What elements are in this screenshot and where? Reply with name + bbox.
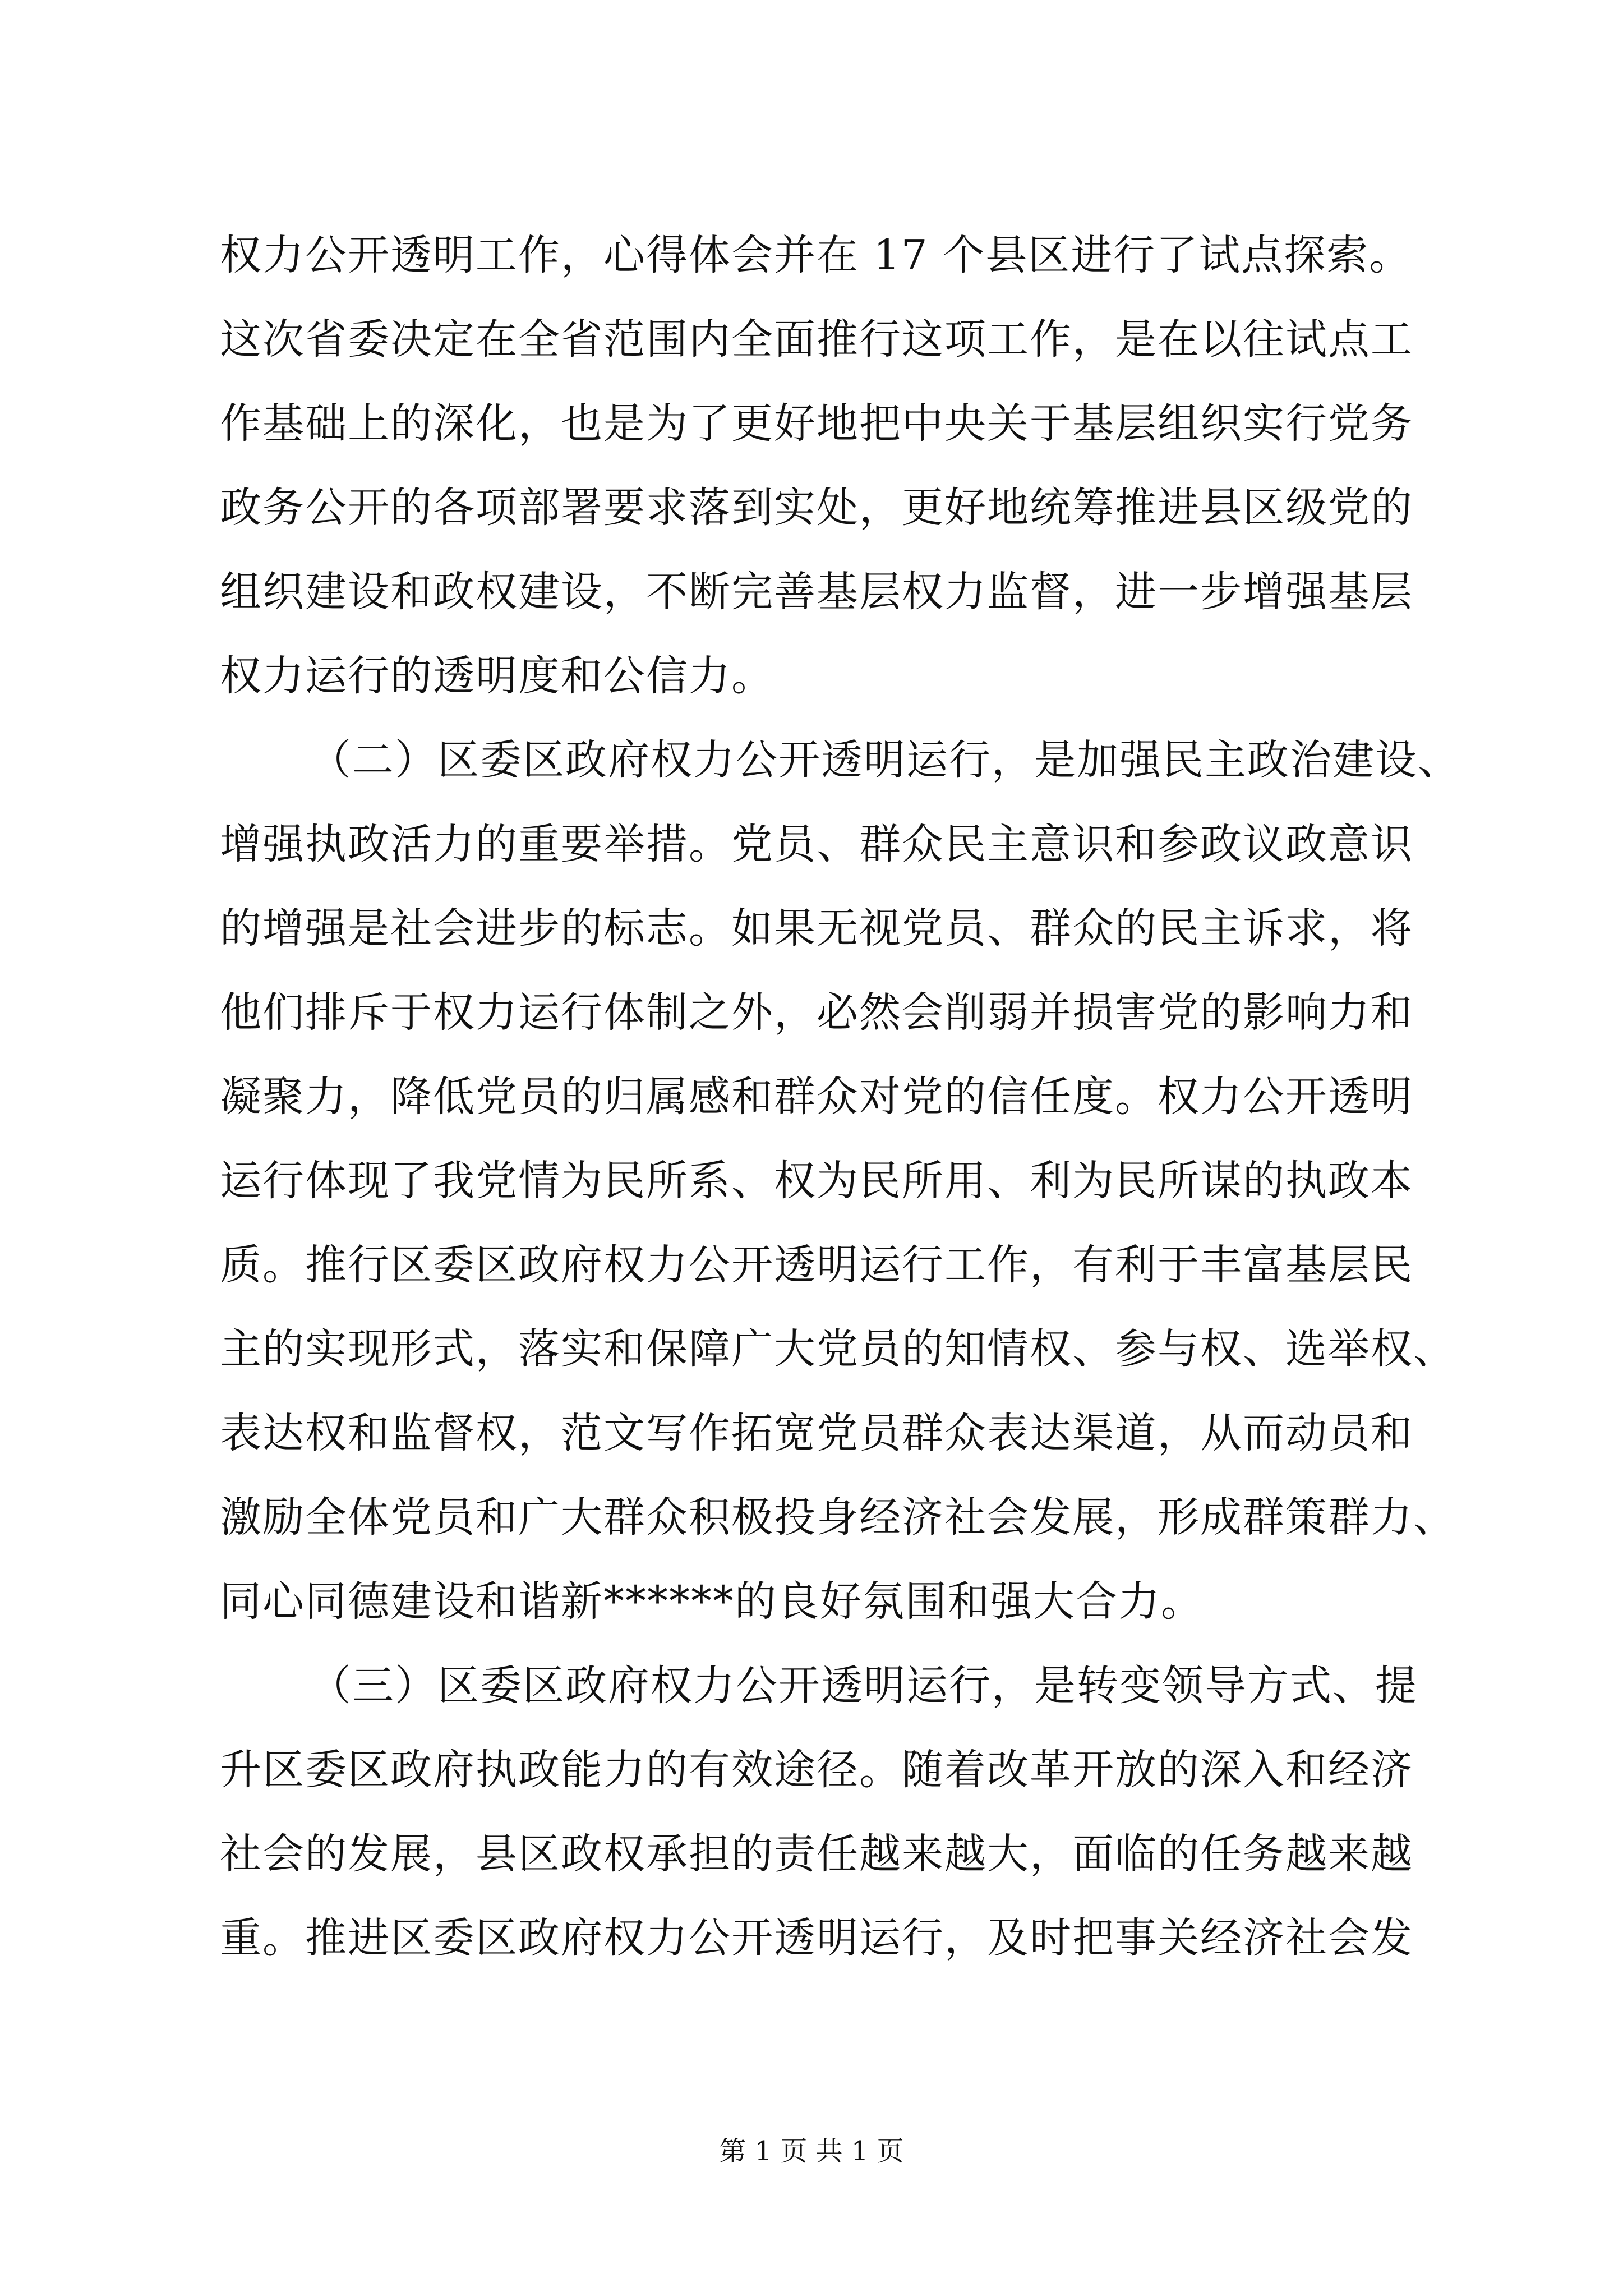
text-line: 凝聚力，降低党员的归属感和群众对党的信任度。权力公开透明: [220, 1073, 1413, 1121]
text-line: 增强执政活力的重要举措。党员、群众民主意识和参政议政意识: [220, 820, 1413, 868]
text-line: 主的实现形式，落实和保障广大党员的知情权、参与权、选举权、: [220, 1325, 1456, 1373]
text-line: 升区委区政府执政能力的有效途径。随着改革开放的深入和经济: [220, 1746, 1413, 1794]
text-line: 作基础上的深化，也是为了更好地把中央关于基层组织实行党务: [220, 399, 1413, 448]
text-line: 表达权和监督权，范文写作拓宽党员群众表达渠道，从而动员和: [220, 1409, 1413, 1457]
text-line: 运行体现了我党情为民所系、权为民所用、利为民所谋的执政本: [220, 1157, 1413, 1205]
text-line: 同心同德建设和谐新******的良好氛围和强大合力。: [220, 1577, 1204, 1626]
text-line: 的增强是社会进步的标志。如果无视党员、群众的民主诉求，将: [220, 904, 1413, 953]
text-line: 质。推行区委区政府权力公开透明运行工作，有利于丰富基层民: [220, 1241, 1413, 1289]
text-line: 这次省委决定在全省范围内全面推行这项工作，是在以往试点工: [220, 315, 1413, 364]
text-line: 社会的发展，县区政权承担的责任越来越大，面临的任务越来越: [220, 1830, 1413, 1878]
body-text: [220, 213, 1460, 1980]
text-line: 组织建设和政权建设，不断完善基层权力监督，进一步增强基层: [220, 568, 1413, 616]
text-line: （三）区委区政府权力公开透明运行，是转变领导方式、提: [310, 1662, 1418, 1710]
text-line: （二）区委区政府权力公开透明运行，是加强民主政治建设、: [310, 736, 1460, 784]
text-line: 权力运行的透明度和公信力。: [220, 652, 774, 700]
text-line: 权力公开透明工作，心得体会并在 17 个县区进行了试点探索。: [220, 231, 1412, 279]
text-line: 政务公开的各项部署要求落到实处，更好地统筹推进县区级党的: [220, 484, 1413, 532]
text-line: 重。推进区委区政府权力公开透明运行，及时把事关经济社会发: [220, 1914, 1413, 1962]
page-number-footer: 第 1 页 共 1 页: [719, 2136, 904, 2167]
text-line: 他们排斥于权力运行体制之外，必然会削弱并损害党的影响力和: [220, 988, 1413, 1037]
text-line: 激励全体党员和广大群众积极投身经济社会发展，形成群策群力、: [220, 1493, 1456, 1542]
